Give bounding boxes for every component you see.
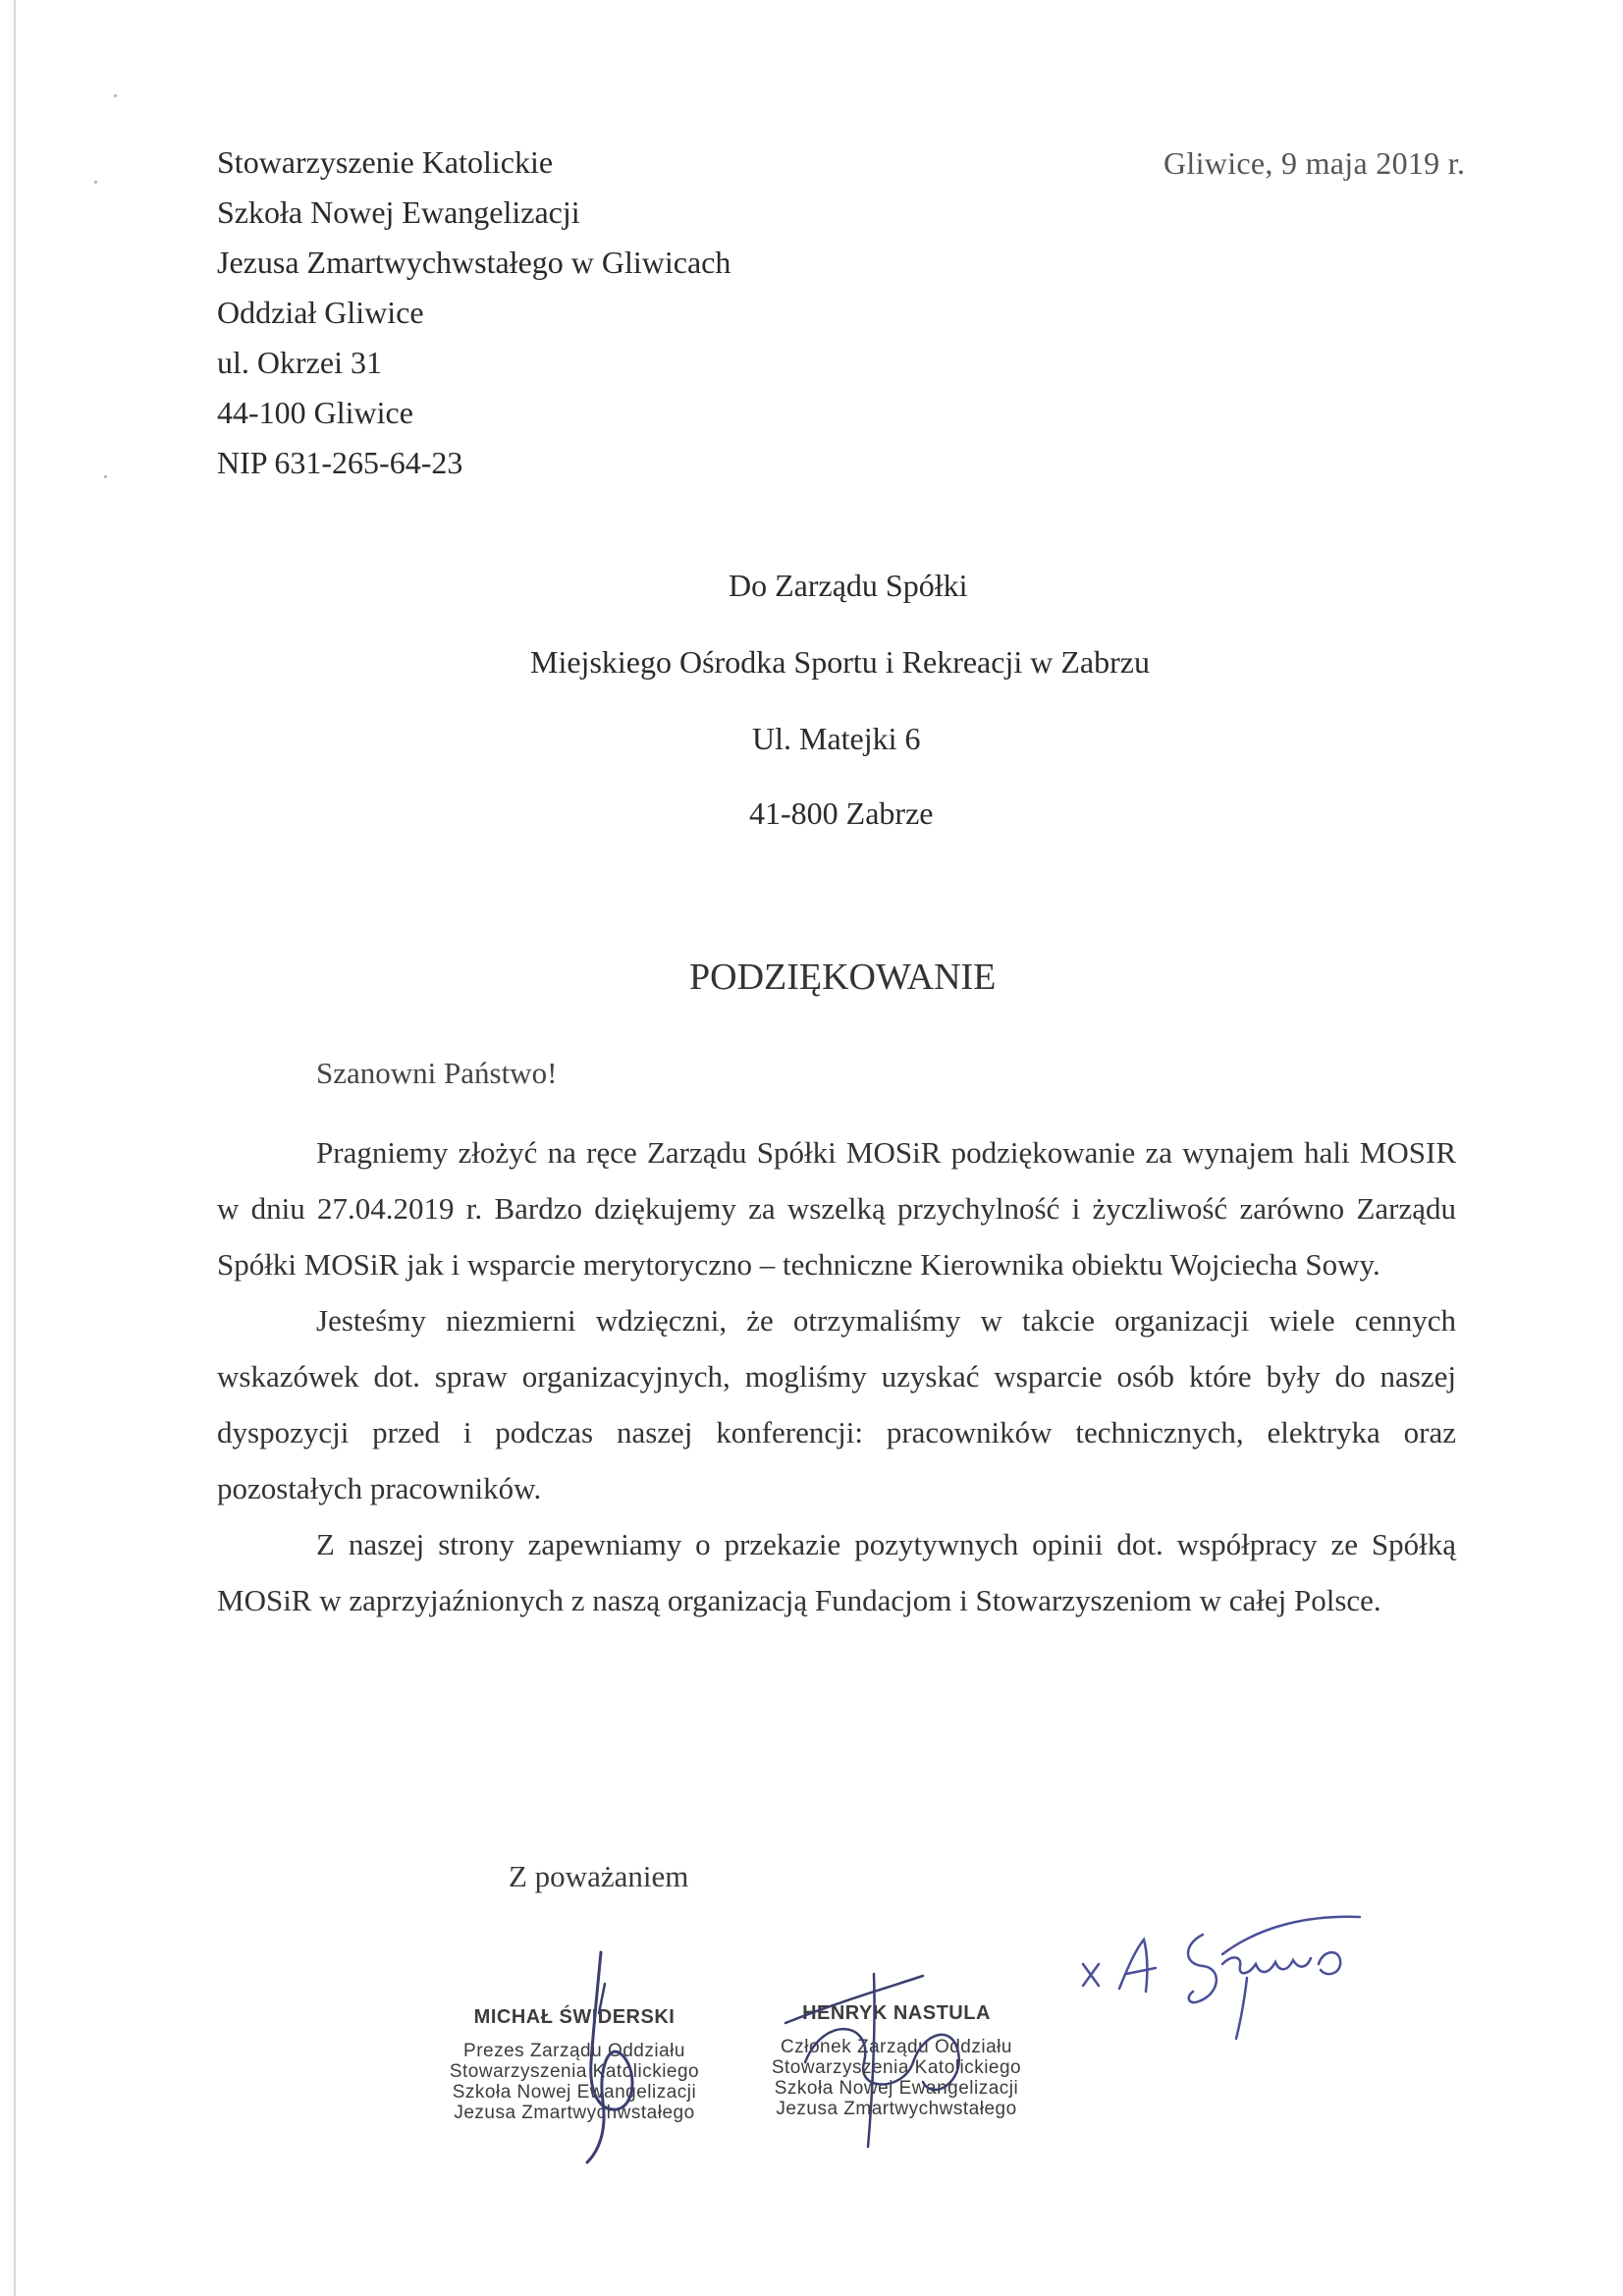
signature-stroke xyxy=(599,1984,605,2013)
signature-stroke xyxy=(868,1974,875,2147)
stamp-name: MICHAŁ ŚWIDERSKI xyxy=(473,2006,676,2028)
sender-line: Szkoła Nowej Ewangelizacji xyxy=(217,194,580,230)
stamp-line: Jezusa Zmartwychwstałego xyxy=(454,2103,695,2123)
letter-body xyxy=(217,1124,1456,1628)
recipient-line: Ul. Matejki 6 xyxy=(752,721,921,756)
closing-phrase: Z poważaniem xyxy=(509,1859,689,1893)
signature-stroke xyxy=(805,2029,959,2090)
scan-speck xyxy=(104,475,107,478)
scan-speck xyxy=(114,94,117,97)
stamp-line: Stowarzyszenia Katolickiego xyxy=(449,2061,700,2082)
stamp-name: HENRYK NASTULA xyxy=(802,2002,991,2024)
stamp-line: Stowarzyszenia Katolickiego xyxy=(771,2057,1022,2078)
signature-stroke xyxy=(785,1976,923,2023)
signature-stroke xyxy=(1188,1935,1217,2002)
page-edge xyxy=(14,0,16,2296)
sender-line: Oddział Gliwice xyxy=(217,295,424,330)
recipient-line: Miejskiego Ośrodka Sportu i Rekreacji w Zabrzu xyxy=(530,644,1150,680)
letter-date: Gliwice, 9 maja 2019 r. xyxy=(1163,145,1466,181)
document-title: PODZIĘKOWANIE xyxy=(689,957,997,998)
stamp-line: Prezes Zarządu Oddziału xyxy=(463,2041,685,2061)
stamp-line: Szkoła Nowej Ewangelizacji xyxy=(452,2082,697,2103)
sender-address xyxy=(217,137,730,488)
salutation: Szanowni Państwo! xyxy=(316,1056,558,1090)
stamp-line: Jezusa Zmartwychwstałego xyxy=(776,2099,1017,2119)
signature-stroke xyxy=(587,1952,632,2162)
scan-speck xyxy=(94,181,97,184)
sender-line: 44-100 Gliwice xyxy=(217,395,413,430)
signature-stroke xyxy=(1222,1917,1360,1954)
signature-stroke xyxy=(1319,1952,1340,1974)
recipient-line: 41-800 Zabrze xyxy=(749,795,934,831)
stamp-line: Członek Zarządu Oddziału xyxy=(781,2037,1012,2057)
sender-line: NIP 631-265-64-23 xyxy=(217,445,463,480)
signature-stroke xyxy=(1119,1940,1156,1992)
stamp-line: Szkoła Nowej Ewangelizacji xyxy=(774,2078,1019,2099)
sender-line: Jezusa Zmartwychwstałego w Gliwicach xyxy=(217,245,731,280)
body-paragraph: Z naszej strony zapewniamy o przekazie pozytywnych opinii dot. współpracy ze Spółką MOSiR w zaprzyjaźnionych z naszą organizacją Fundacjom i Stowarzyszeniom w całej Polsce. xyxy=(217,1527,1456,1617)
signature-stroke xyxy=(1222,1957,1311,1973)
handwritten-signature xyxy=(560,1944,677,2170)
signature-stroke xyxy=(1236,1978,1247,2039)
recipient-line: Do Zarządu Spółki xyxy=(729,568,968,603)
handwritten-signature xyxy=(1075,1895,1370,2043)
body-paragraph: Jesteśmy niezmierni wdzięczni, że otrzymaliśmy w takcie organizacji wiele cennych wskazówek dot. spraw organizacyjnych, mogliśmy uzyskać wsparcie osób które były do naszej dyspozycji przed i podczas naszej konferencji: pracowników technicznych, elektryka oraz pozostałych pracowników. xyxy=(217,1303,1456,1505)
handwritten-signature xyxy=(766,1954,1001,2151)
sender-line: Stowarzyszenie Katolickie xyxy=(217,144,554,180)
signature-stroke xyxy=(1083,1964,1099,1986)
sender-line: ul. Okrzei 31 xyxy=(217,345,382,380)
body-paragraph: Pragniemy złożyć na ręce Zarządu Spółki MOSiR podziękowanie za wynajem hali MOSIR w dniu 27.04.2019 r. Bardzo dziękujemy za wszelką przychylność i życzliwość zarówno Zarządu Spółki MOSiR jak i wsparcie merytoryczno – techniczne Kierownika obiektu Wojciecha Sowy. xyxy=(217,1135,1456,1282)
